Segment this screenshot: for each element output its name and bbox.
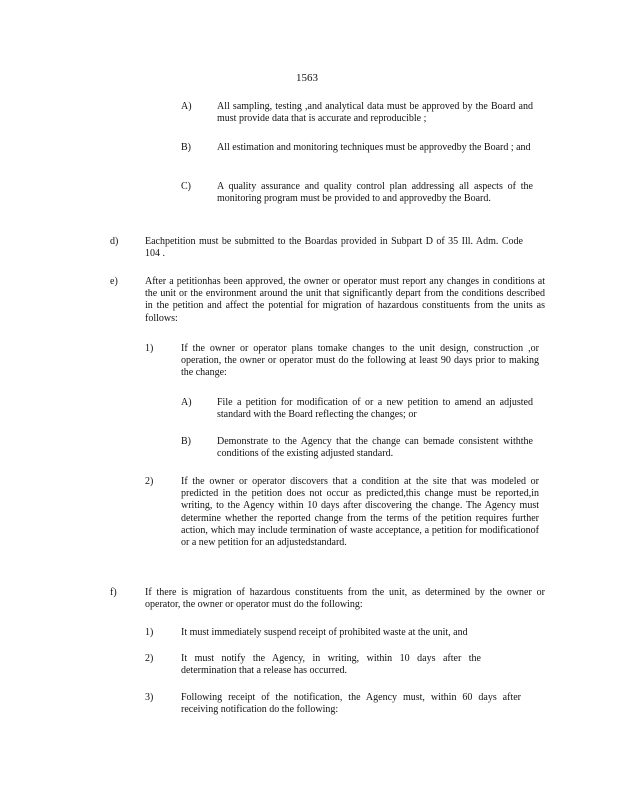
item-text: If there is migration of hazardous constituents from the unit, as determined by the owner or operator, the owner or operator must do the following: (145, 587, 545, 611)
item-text: All estimation and monitoring techniques must be approvedby the Board ; and (217, 142, 531, 153)
item-label: C) (181, 181, 191, 192)
item-label: f) (110, 587, 117, 598)
item-label: 1) (145, 343, 154, 354)
item-text: It must immediately suspend receipt of prohibited waste at the unit, and (181, 627, 468, 638)
item-text: All sampling, testing ,and analytical data must be approved by the Board and must provide data that is accurate and reproducible ; (217, 101, 533, 125)
item-text: Eachpetition must be submitted to the Boardas provided in Subpart D of 35 Ill. Adm. Code 104 . (145, 236, 523, 260)
item-text: After a petitionhas been approved, the owner or operator must report any changes in conditions at the unit or the environment around the unit that significantly depart from the conditions described in the petition and affect the potential for migration of hazardous constituents from the units as follows: (145, 276, 545, 324)
item-label: 1) (145, 627, 154, 638)
item-label: 3) (145, 692, 154, 703)
item-text: Demonstrate to the Agency that the change can bemade consistent withthe conditions of the existing adjusted standard. (217, 436, 533, 460)
item-label: A) (181, 397, 192, 408)
item-label: A) (181, 101, 192, 112)
item-text: File a petition for modification of or a new petition to amend an adjusted standard with the Board reflecting the changes; or (217, 397, 533, 421)
item-label: 2) (145, 653, 154, 664)
item-text: If the owner or operator plans tomake changes to the unit design, construction ,or operation, the owner or operator must do the following at least 90 days prior to making the change: (181, 343, 539, 379)
item-text: Following receipt of the notification, the Agency must, within 60 days after receiving notification do the following: (181, 692, 521, 716)
item-label: 2) (145, 476, 154, 487)
item-text: If the owner or operator discovers that a condition at the site that was modeled or predicted in the petition does not occur as predicted,this change must be reported,in writing, to the Agency within 10 days after discovering the change. The Agency must determine whether the reported change from the terms of the petition requires further action, which may include termination of waste acceptance, a petition for modificationof or a new petition for an adjustedstandard. (181, 476, 539, 549)
item-label: B) (181, 142, 191, 153)
item-label: d) (110, 236, 119, 247)
item-text: A quality assurance and quality control plan addressing all aspects of the monitoring program must be provided to and approvedby the Board. (217, 181, 533, 205)
item-label: B) (181, 436, 191, 447)
item-text: It must notify the Agency, in writing, within 10 days after the determination that a release has occurred. (181, 653, 481, 677)
item-label: e) (110, 276, 118, 287)
page-number: 1563 (296, 72, 318, 84)
